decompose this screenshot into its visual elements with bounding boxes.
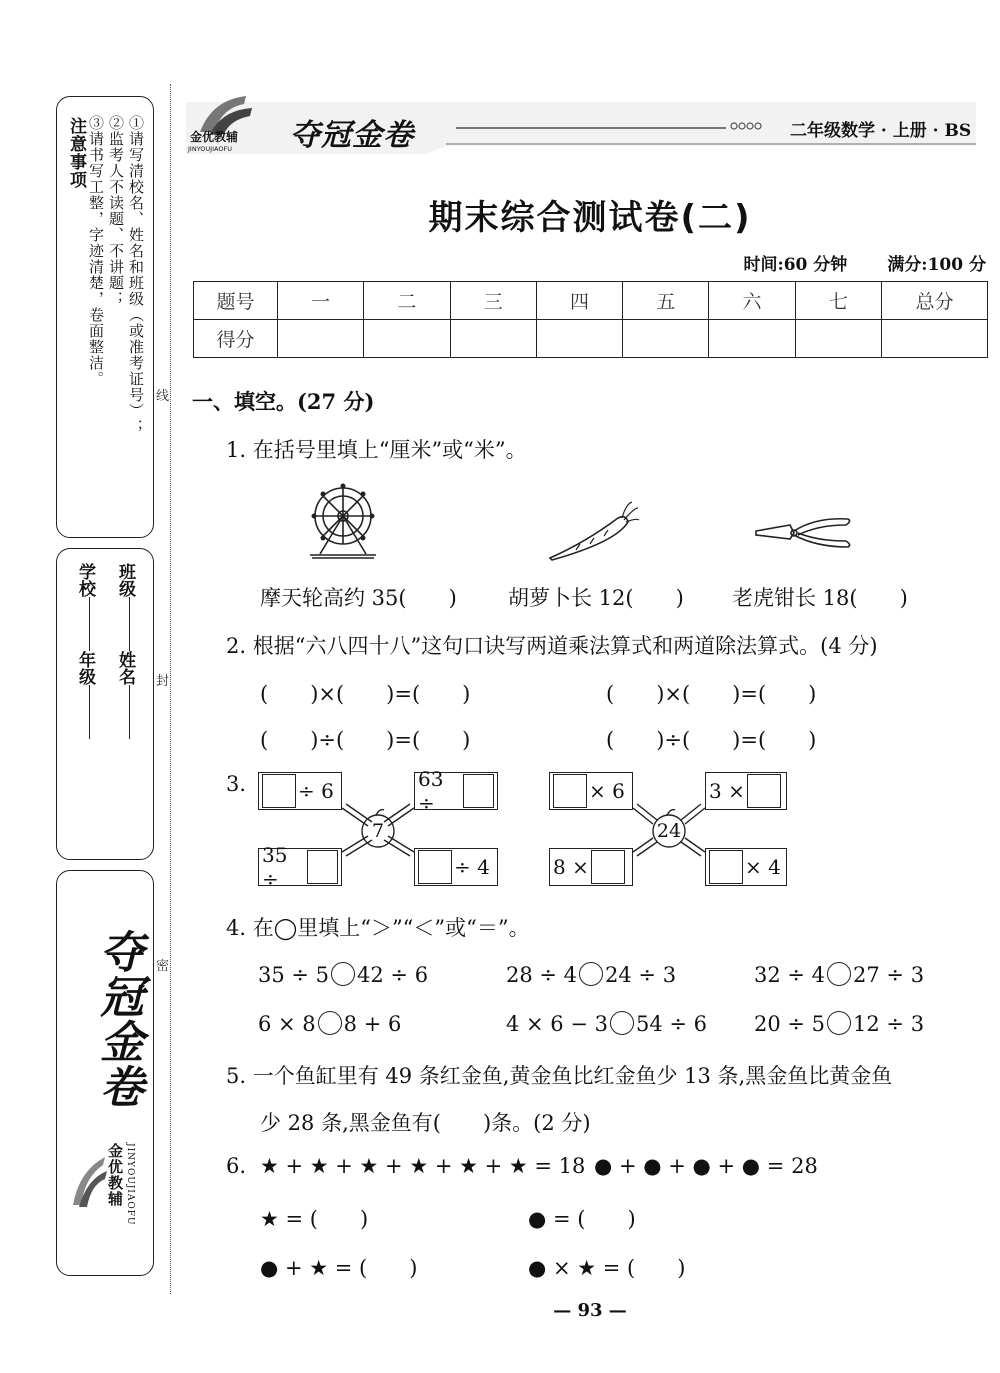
score-th: 五 xyxy=(623,282,709,320)
q1-item-3[interactable]: 老虎钳长 18( ) xyxy=(732,586,908,610)
info-col-left xyxy=(73,563,98,739)
side-pinyin: JINYOUJIAOFU xyxy=(125,1143,135,1226)
page-title: 期末综合测试卷(二) xyxy=(428,198,752,238)
q3-left-center: 7 xyxy=(371,820,385,842)
header-publisher: 金优教辅 xyxy=(190,130,239,144)
note-3: ③请书写工整，字迹清楚，卷面整洁。 xyxy=(87,115,105,387)
grade-label: 二年级数学 · 上册 · BS xyxy=(790,121,972,141)
q4-text: 4. 在◯里填上“＞”“＜”或“＝”。 xyxy=(226,916,530,940)
score-cell[interactable] xyxy=(795,320,881,358)
q6-star-answer[interactable]: ★ = ( ) xyxy=(260,1207,369,1231)
score-th: 七 xyxy=(795,282,881,320)
q3-left-bl: 35 ÷ xyxy=(258,848,342,886)
school-field[interactable] xyxy=(89,597,91,651)
q3-right-bl: 8 × xyxy=(549,848,633,886)
q3-right-tr: 3 × xyxy=(705,772,787,810)
q3-right-center: 24 xyxy=(656,820,682,842)
q6-star-equation: ★ + ★ + ★ + ★ + ★ + ★ = 18 xyxy=(260,1154,586,1178)
answer-box[interactable] xyxy=(591,850,625,884)
carrot-icon xyxy=(546,500,640,562)
score-th: 题号 xyxy=(194,282,278,320)
notes-heading: 注意事项 xyxy=(66,117,86,189)
compare-circle[interactable] xyxy=(827,962,851,986)
score-cell[interactable] xyxy=(623,320,709,358)
side-publisher: 金优教辅 xyxy=(106,1143,124,1207)
compare-circle[interactable] xyxy=(579,962,603,986)
logo-panel xyxy=(56,870,154,1276)
notes-panel xyxy=(56,96,154,538)
class-label: 班级 xyxy=(115,563,135,597)
score-th: 六 xyxy=(709,282,795,320)
q1-item-2[interactable]: 胡萝卜长 12( ) xyxy=(508,586,684,610)
answer-box[interactable] xyxy=(418,850,452,884)
side-brand: 夺冠金卷 xyxy=(92,929,143,1109)
score-cell[interactable] xyxy=(450,320,536,358)
score-cell[interactable] xyxy=(364,320,450,358)
cut-line xyxy=(170,84,171,1294)
q6-number: 6. xyxy=(226,1154,247,1178)
answer-box[interactable] xyxy=(307,850,338,884)
q4-compare: 6 × 8 8 + 6 xyxy=(258,1012,402,1036)
name-field[interactable] xyxy=(129,685,131,739)
name-label: 姓名 xyxy=(115,651,135,685)
q1-item-1[interactable]: 摩天轮高约 35( ) xyxy=(260,586,457,610)
score-table xyxy=(193,281,988,358)
score-th: 一 xyxy=(278,282,364,320)
answer-box[interactable] xyxy=(747,774,781,808)
info-col-right xyxy=(113,563,138,739)
note-2: ②监考人不读题、不讲题； xyxy=(107,115,125,307)
note-1: ①请写清校名、姓名和班级（或准考证号）； xyxy=(127,115,145,435)
time-limit: 时间:60 分钟 xyxy=(743,255,848,275)
score-cell[interactable] xyxy=(536,320,622,358)
score-th: 四 xyxy=(536,282,622,320)
q6-dot-equation: ● + ● + ● + ● = 28 xyxy=(594,1154,818,1178)
q4-compare: 28 ÷ 4 24 ÷ 3 xyxy=(506,963,677,987)
score-table-row xyxy=(194,320,988,358)
full-score: 满分:100 分 xyxy=(887,255,986,275)
school-label: 学校 xyxy=(75,563,95,597)
grade-label: 年级 xyxy=(75,651,95,685)
side-logo-icon xyxy=(69,1151,109,1211)
exam-meta xyxy=(703,250,986,275)
cut-word-feng: 封 xyxy=(156,674,170,689)
q2-text: 2. 根据“六八四十八”这句口诀写两道乘法算式和两道除法算式。(4 分) xyxy=(226,634,878,658)
q2-mul-2[interactable]: ( )×( )=( ) xyxy=(606,682,817,706)
q6-sum-answer[interactable]: ● + ★ = ( ) xyxy=(260,1256,418,1280)
compare-circle[interactable] xyxy=(331,962,355,986)
answer-box[interactable] xyxy=(553,774,587,808)
pliers-icon xyxy=(754,513,854,553)
compare-circle[interactable] xyxy=(610,1011,634,1035)
q4-compare: 32 ÷ 4 27 ÷ 3 xyxy=(754,963,925,987)
student-info-panel xyxy=(56,548,154,860)
score-th: 二 xyxy=(364,282,450,320)
q6-product-answer[interactable]: ● × ★ = ( ) xyxy=(528,1256,686,1280)
score-cell[interactable] xyxy=(882,320,988,358)
q6-dot-answer[interactable]: ● = ( ) xyxy=(528,1207,636,1231)
answer-box[interactable] xyxy=(709,850,743,884)
q3-left-tl: ÷ 6 xyxy=(258,772,342,810)
q3-left-br: ÷ 4 xyxy=(414,848,498,886)
q5-line-2[interactable]: 少 28 条,黑金鱼有( )条。(2 分) xyxy=(260,1111,591,1135)
score-row-label: 得分 xyxy=(194,320,278,358)
q3-number: 3. xyxy=(226,772,247,796)
compare-circle[interactable] xyxy=(318,1011,342,1035)
score-cell[interactable] xyxy=(709,320,795,358)
score-table-header xyxy=(194,282,988,320)
ferris-wheel-icon xyxy=(302,478,384,560)
q1-text: 1. 在括号里填上“厘米”或“米”。 xyxy=(226,438,527,462)
q2-mul-1[interactable]: ( )×( )=( ) xyxy=(260,682,471,706)
q3-left-tr: 63 ÷ xyxy=(414,772,498,810)
grade-field[interactable] xyxy=(89,685,91,739)
q2-div-2[interactable]: ( )÷( )=( ) xyxy=(606,728,817,752)
header-brand: 夺冠金卷 xyxy=(290,118,414,153)
score-cell[interactable] xyxy=(278,320,364,358)
q3-right-br: × 4 xyxy=(705,848,787,886)
score-th: 三 xyxy=(450,282,536,320)
page-number: — 93 — xyxy=(553,1300,627,1321)
class-field[interactable] xyxy=(129,597,131,651)
answer-box[interactable] xyxy=(463,774,494,808)
q3-right-tl: × 6 xyxy=(549,772,633,810)
q4-compare: 4 × 6 − 3 54 ÷ 6 xyxy=(506,1012,708,1036)
cut-word-xian: 线 xyxy=(156,389,170,404)
header-pinyin: JINYOUJIAOFU xyxy=(188,145,232,153)
answer-box[interactable] xyxy=(262,774,296,808)
q4-compare: 20 ÷ 5 12 ÷ 3 xyxy=(754,1012,925,1036)
section-1-heading: 一、填空。(27 分) xyxy=(192,389,375,414)
cut-word-mi: 密 xyxy=(156,959,170,974)
q5-line-1: 5. 一个鱼缸里有 49 条红金鱼,黄金鱼比红金鱼少 13 条,黑金鱼比黄金鱼 xyxy=(226,1064,893,1088)
compare-circle[interactable] xyxy=(827,1011,851,1035)
q2-div-1[interactable]: ( )÷( )=( ) xyxy=(260,728,471,752)
score-th: 总分 xyxy=(882,282,988,320)
q4-compare: 35 ÷ 5 42 ÷ 6 xyxy=(258,963,429,987)
